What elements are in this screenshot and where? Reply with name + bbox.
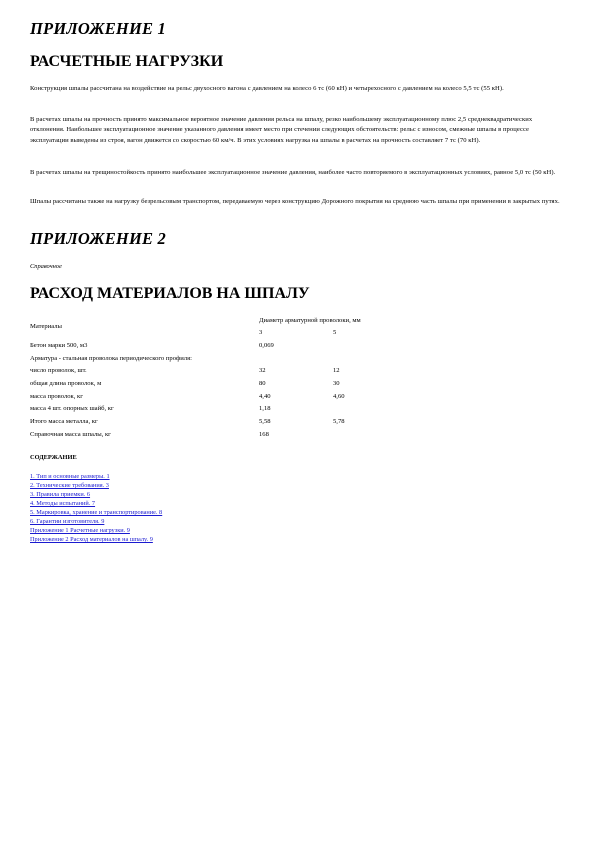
toc-link-section-3[interactable]: 3. Правила приемки. 6 — [30, 491, 91, 498]
table-cell-3mm: 4,40 — [259, 393, 271, 400]
table-cell-5mm: 30 — [333, 380, 340, 387]
table-cell-3mm: 1,18 — [259, 405, 271, 412]
table-row-label: масса проволок, кг — [30, 393, 83, 400]
toc-link-appendix-2[interactable]: Приложение 2 Расход материалов на шпалу. 9 — [30, 536, 153, 543]
table-cell-3mm: 32 — [259, 367, 266, 374]
appendix-2-title: РАСХОД МАТЕРИАЛОВ НА ШПАЛУ — [30, 285, 310, 302]
appendix-1-paragraph-2: В расчетах шпалы на прочность принято максимальное вероятное значение давления рельса на шпалу, резко наибольшему эксплуатационному плюс 2,5 среднеквадратических отклонения. Наибольшее эксплуатационное значение указанного давления имеет место при стечении следующих обстоятельств: рельс с износом, смежные шпалы в процессе эксплуатации выведены из строя, вагон движется со скоростью 60 км/ч. В этих условиях нагрузка на шпалы в расчетах на прочность составляет 7 тс (70 кН). — [30, 116, 533, 144]
appendix-1-paragraph-4: Шпалы рассчитаны также на нагрузку безрельсовым транспортом, передаваемую через конструкцию Дорожного покрытия на среднюю часть шпалы при применении в закрытых путях. — [30, 198, 560, 205]
table-row-label: Бетон марки 500, м3 — [30, 342, 88, 349]
appendix-2-heading: ПРИЛОЖЕНИЕ 2 — [30, 229, 166, 248]
table-cell-5mm: 12 — [333, 367, 340, 374]
table-row-label: общая длина проволок, м — [30, 380, 102, 387]
appendix-1-paragraph-3: В расчетах шпалы на трещиностойкость принято наибольшее эксплуатационное значение давления, наиболее часто повторяемого в эксплуатационных условиях, равное 5,0 тс (50 кН). — [30, 169, 556, 176]
table-row-label: Итого масса металла, кг — [30, 418, 98, 425]
toc-link-section-5[interactable]: 5. Маркировка, хранение и транспортирование. 8 — [30, 509, 163, 516]
appendix-1-title: РАСЧЕТНЫЕ НАГРУЗКИ — [30, 53, 224, 70]
appendix-1-heading: ПРИЛОЖЕНИЕ 1 — [30, 19, 166, 38]
table-header-materials: Материалы — [30, 323, 62, 330]
appendix-2-note: Справочное — [30, 263, 62, 270]
table-cell-3mm: 0,069 — [259, 342, 274, 349]
table-row-label: Справочная масса шпалы, кг — [30, 431, 111, 438]
table-cell-5mm: 4,60 — [333, 393, 345, 400]
table-subheader-3mm: 3 — [259, 329, 263, 336]
table-cell-5mm: 5,78 — [333, 418, 345, 425]
table-row-label: число проволок, шт. — [30, 367, 87, 374]
table-cell-3mm: 168 — [259, 431, 269, 438]
toc-title: СОДЕРЖАНИЕ — [30, 454, 77, 461]
toc-link-section-4[interactable]: 4. Методы испытаний. 7 — [30, 500, 96, 507]
table-cell-3mm: 80 — [259, 380, 266, 387]
appendix-1-paragraph-1: Конструкция шпалы рассчитана на воздействие на рельс двухосного вагона с давлением на колесо 6 тс (60 кН) и четырехосного с давлением на колесо 5,5 тс (55 кН). — [30, 85, 504, 92]
table-row-label: Арматура - стальная проволока периодического профиля: — [30, 355, 192, 362]
toc-link-section-6[interactable]: 6. Гарантии изготовителя. 9 — [30, 518, 105, 525]
toc-link-appendix-1[interactable]: Приложение 1 Расчетные нагрузки. 9 — [30, 527, 130, 534]
table-cell-3mm: 5,58 — [259, 418, 271, 425]
table-header-diameter: Диаметр арматурной проволоки, мм — [259, 317, 361, 324]
toc-link-section-2[interactable]: 2. Технические требования. 3 — [30, 482, 109, 489]
table-row-label: масса 4 шт. опорных шайб, кг — [30, 405, 114, 412]
toc-link-section-1[interactable]: 1. Тип и основные размеры. 1 — [30, 473, 110, 480]
table-subheader-5mm: 5 — [333, 329, 337, 336]
